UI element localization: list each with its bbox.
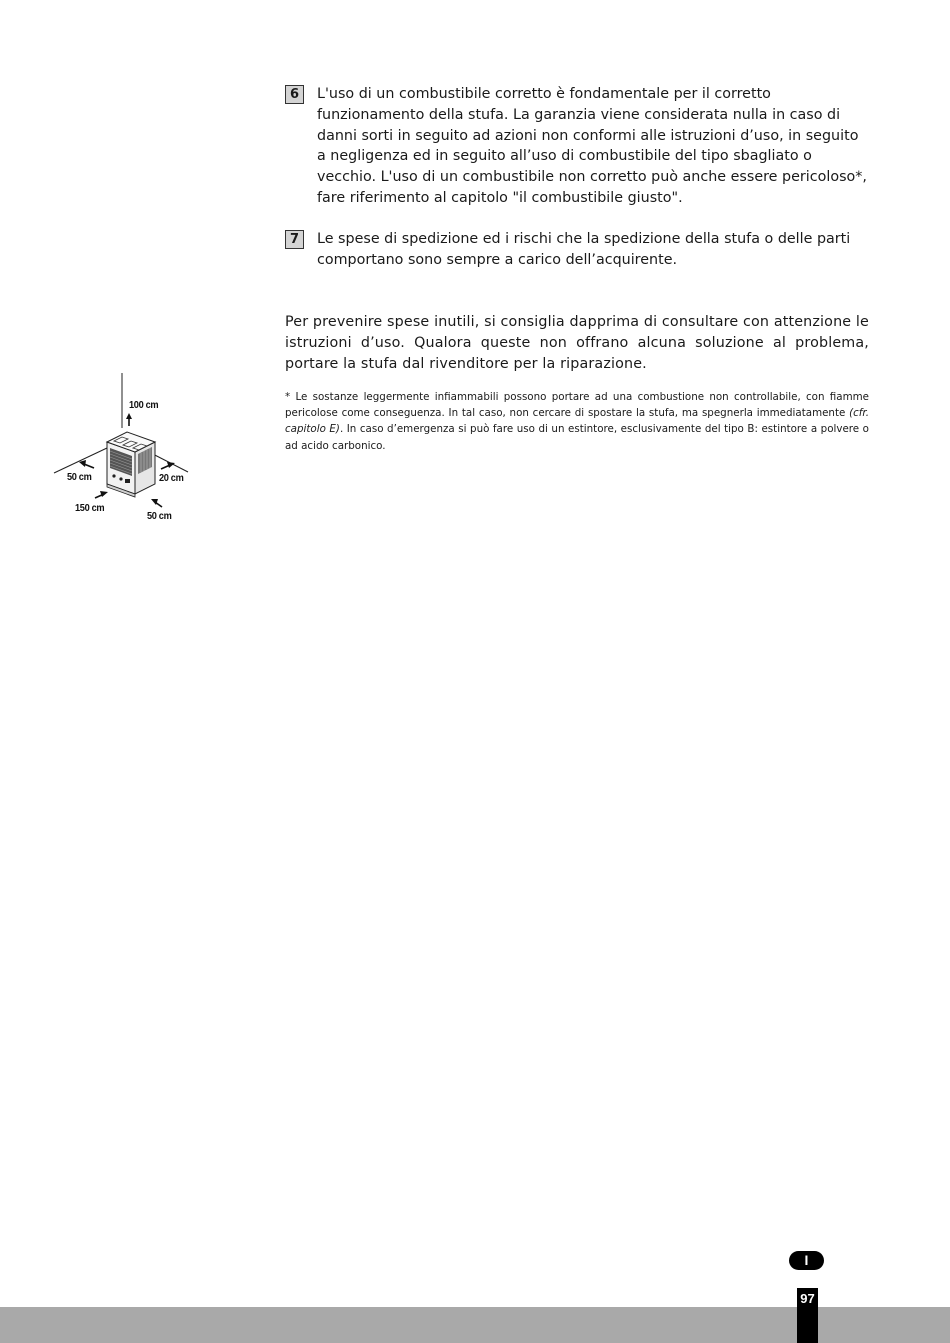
item-text: Le spese di spedizione ed i rischi che la spedizione della stufa o delle parti comportano sono sempre a carico dell’acquirente.: [317, 231, 851, 268]
heater-clearance-drawing: [48, 370, 208, 530]
clearance-left-label: 50 cm: [67, 471, 92, 483]
footnote-text-after: . In caso d’emergenza si può fare uso di un estintore, esclusivamente del tipo B: estintore a polvere o ad acido carbonico.: [285, 423, 869, 452]
clearance-front-right-label: 50 cm: [147, 510, 172, 522]
item-number-box: 7: [285, 230, 304, 249]
item-6: [285, 84, 869, 209]
footnote-text-before: * Le sostanze leggermente infiammabili possono portare ad una combustione non controllabile, con fiamme pericolose come conseguenza. In tal caso, non cercare di spostare la stufa, ma spegnerla immediatamente: [285, 391, 869, 420]
footnote: [285, 389, 869, 454]
clearance-front-label: 150 cm: [75, 502, 105, 514]
clearance-illustration: [48, 370, 208, 530]
clearance-top-label: 100 cm: [129, 399, 159, 411]
clearance-right-label: 20 cm: [159, 472, 184, 484]
item-number-box: 6: [285, 85, 304, 104]
language-badge: I: [789, 1251, 824, 1270]
advice-paragraph: Per prevenire spese inutili, si consiglia dapprima di consultare con attenzione le istruzioni d’uso. Qualora queste non offrano alcuna soluzione al problema, portare la stufa dal rivenditore per la riparazione.: [285, 314, 869, 372]
page-number: 97: [797, 1288, 818, 1343]
item-7: [285, 229, 869, 271]
item-text: L'uso di un combustibile corretto è fondamentale per il corretto funzionamento della stufa. La garanzia viene considerata nulla in caso di danni sorti in seguito ad azioni non conformi alle istruzioni d’uso, in seguito a negligenza ed in seguito all’uso di combustibile del tipo sbagliato o vecchio. L'uso di un combustibile non corretto può anche essere pericoloso*, fare riferimento al capitolo "il combustibile giusto".: [317, 86, 867, 206]
footnote-reference: (cfr. capitolo E): [285, 407, 869, 436]
